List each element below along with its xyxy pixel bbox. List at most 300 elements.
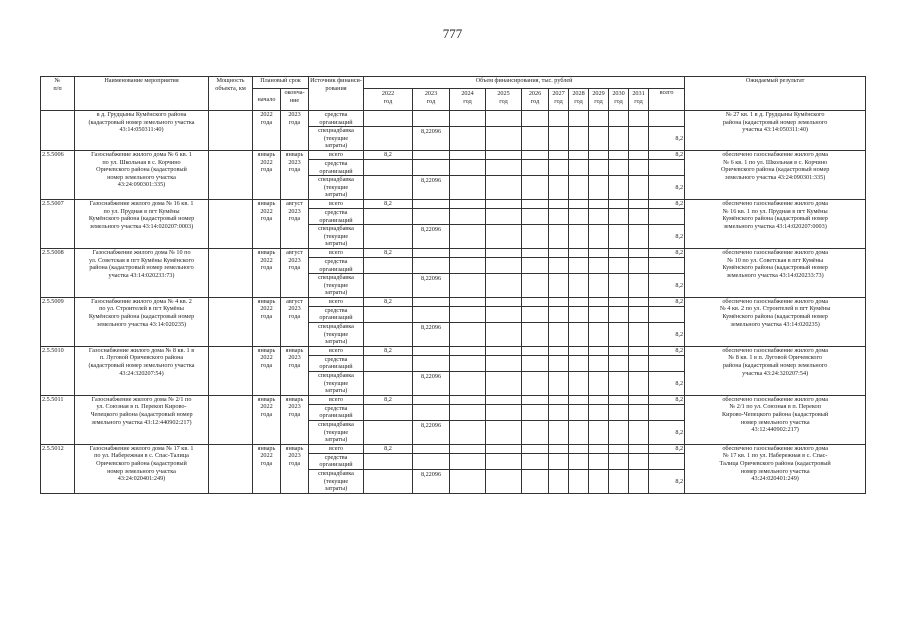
year-value xyxy=(549,208,569,224)
year-value xyxy=(549,248,569,257)
funding-source: всего xyxy=(309,297,364,306)
year-value xyxy=(522,306,549,322)
total-value: 8,2 xyxy=(649,372,685,396)
year-value xyxy=(364,127,413,151)
header-result: Ожидаемый результат xyxy=(685,77,866,111)
year-value xyxy=(609,404,629,420)
end-date: январь 2023 года xyxy=(281,150,309,199)
year-value xyxy=(609,274,629,298)
header-start: начало xyxy=(253,89,281,111)
year-value xyxy=(450,111,486,127)
year-value xyxy=(569,111,589,127)
row-number xyxy=(41,111,75,151)
year-value xyxy=(589,421,609,445)
year-value xyxy=(549,297,569,306)
year-value xyxy=(629,372,649,396)
year-value xyxy=(629,199,649,208)
year-value xyxy=(609,150,629,159)
year-value xyxy=(364,323,413,347)
year-value xyxy=(450,176,486,200)
total-value: 8,2 xyxy=(649,395,685,404)
year-value xyxy=(589,199,609,208)
year-value xyxy=(549,346,569,355)
financing-table xyxy=(40,76,866,494)
year-value xyxy=(486,421,522,445)
header-year: 2023 год xyxy=(413,89,450,111)
year-value: 8,22096 xyxy=(413,372,450,396)
year-value xyxy=(629,404,649,420)
year-value xyxy=(589,176,609,200)
start-date: январь 2022 года xyxy=(253,199,281,248)
year-value xyxy=(486,257,522,273)
year-value xyxy=(486,297,522,306)
event-name: Газоснабжение жилого дома № 17 кв. 1 по ул. Набережная в с. Спас-Талица Оричевского района (кадастровый номер земельного участка 43:24:020401:249) xyxy=(75,444,209,493)
year-value xyxy=(629,159,649,175)
year-value xyxy=(450,208,486,224)
year-value xyxy=(549,323,569,347)
year-value xyxy=(569,248,589,257)
year-value xyxy=(486,159,522,175)
year-value xyxy=(413,306,450,322)
year-value xyxy=(589,404,609,420)
total-value: 8,2 xyxy=(649,225,685,249)
year-value xyxy=(549,225,569,249)
expected-result: обеспечено газоснабжение жилого дома № 10 по ул. Советская в пгт Кумёны Кумёнского района (кадастровый номер земельного участка 43:14:020233:73) xyxy=(685,248,866,297)
year-value: 8,22096 xyxy=(413,274,450,298)
year-value xyxy=(522,355,549,371)
year-value: 8,2 xyxy=(364,444,413,453)
year-value xyxy=(569,159,589,175)
year-value xyxy=(364,257,413,273)
year-value xyxy=(609,208,629,224)
funding-source: средства организаций xyxy=(309,159,364,175)
row-number: 2.5.5007 xyxy=(41,199,75,248)
total-value: 8,2 xyxy=(649,274,685,298)
year-value xyxy=(549,306,569,322)
total-value: 8,2 xyxy=(649,469,685,493)
year-value xyxy=(450,395,486,404)
year-value xyxy=(364,453,413,469)
year-value xyxy=(364,404,413,420)
year-value xyxy=(450,421,486,445)
event-name: в д. Грудцыны Кумёнского района (кадастровый номер земельного участка 43:14:050311:40) xyxy=(75,111,209,151)
year-value xyxy=(629,176,649,200)
funding-source: спецнадбавка (текущие затраты) xyxy=(309,127,364,151)
year-value xyxy=(569,208,589,224)
year-value xyxy=(629,453,649,469)
year-value xyxy=(589,323,609,347)
funding-source: спецнадбавка (текущие затраты) xyxy=(309,225,364,249)
table-row xyxy=(41,111,866,127)
total-value: 8,2 xyxy=(649,444,685,453)
year-value xyxy=(569,127,589,151)
event-name: Газоснабжение жилого дома № 10 по ул. Советская в пгт Кумёны Кумёнского района (кадастровый номер земельного участка 43:14:020233:73) xyxy=(75,248,209,297)
table-body xyxy=(41,111,866,494)
funding-source: всего xyxy=(309,346,364,355)
year-value xyxy=(450,159,486,175)
funding-source: средства организаций xyxy=(309,355,364,371)
year-value xyxy=(522,469,549,493)
year-value xyxy=(486,372,522,396)
year-value xyxy=(450,355,486,371)
capacity-cell xyxy=(209,150,253,199)
total-value: 8,2 xyxy=(649,297,685,306)
year-value xyxy=(629,346,649,355)
total-value: 8,2 xyxy=(649,323,685,347)
funding-source: всего xyxy=(309,150,364,159)
total-value: 8,2 xyxy=(649,176,685,200)
year-value xyxy=(450,257,486,273)
end-date: январь 2023 года xyxy=(281,395,309,444)
year-value xyxy=(450,323,486,347)
year-value xyxy=(589,111,609,127)
event-name: Газоснабжение жилого дома № 4 кв. 2 по ул. Строителей в пгт Кумёны Кумёнского района (кадастровый номер земельного участка 43:14:020235) xyxy=(75,297,209,346)
year-value xyxy=(589,248,609,257)
funding-source: средства организаций xyxy=(309,257,364,273)
year-value xyxy=(609,225,629,249)
year-value xyxy=(629,421,649,445)
year-value xyxy=(522,257,549,273)
funding-source: всего xyxy=(309,248,364,257)
total-value xyxy=(649,159,685,175)
year-value xyxy=(549,421,569,445)
year-value xyxy=(609,199,629,208)
year-value xyxy=(486,453,522,469)
year-value xyxy=(629,444,649,453)
capacity-cell xyxy=(209,444,253,493)
year-value xyxy=(486,111,522,127)
year-value xyxy=(450,372,486,396)
year-value xyxy=(413,208,450,224)
year-value xyxy=(413,395,450,404)
year-value xyxy=(522,111,549,127)
funding-source: средства организаций xyxy=(309,306,364,322)
year-value xyxy=(589,453,609,469)
year-value: 8,22096 xyxy=(413,323,450,347)
year-value xyxy=(569,297,589,306)
table-row xyxy=(41,199,866,208)
year-value xyxy=(549,469,569,493)
year-value xyxy=(413,257,450,273)
year-value xyxy=(629,274,649,298)
year-value xyxy=(609,306,629,322)
year-value xyxy=(486,404,522,420)
end-date: 2023 года xyxy=(281,111,309,151)
year-value xyxy=(364,111,413,127)
year-value xyxy=(589,257,609,273)
header-year: 2025 год xyxy=(486,89,522,111)
year-value xyxy=(629,355,649,371)
year-value xyxy=(609,469,629,493)
year-value xyxy=(629,297,649,306)
year-value xyxy=(609,372,629,396)
funding-source: спецнадбавка (текущие затраты) xyxy=(309,323,364,347)
total-value: 8,2 xyxy=(649,199,685,208)
year-value xyxy=(364,274,413,298)
year-value xyxy=(364,355,413,371)
total-value: 8,2 xyxy=(649,248,685,257)
start-date: 2022 года xyxy=(253,111,281,151)
year-value xyxy=(589,355,609,371)
year-value: 8,2 xyxy=(364,199,413,208)
year-value: 8,22096 xyxy=(413,176,450,200)
funding-source: спецнадбавка (текущие затраты) xyxy=(309,421,364,445)
year-value xyxy=(569,306,589,322)
year-value xyxy=(450,225,486,249)
header-year: 2029 год xyxy=(589,89,609,111)
funding-source: всего xyxy=(309,199,364,208)
year-value xyxy=(569,372,589,396)
year-value xyxy=(413,346,450,355)
year-value xyxy=(522,248,549,257)
year-value xyxy=(413,150,450,159)
year-value xyxy=(549,453,569,469)
total-value xyxy=(649,208,685,224)
header-year: 2030 год xyxy=(609,89,629,111)
capacity-cell xyxy=(209,248,253,297)
year-value xyxy=(486,395,522,404)
year-value xyxy=(413,444,450,453)
header-end: оконча- ние xyxy=(281,89,309,111)
year-value xyxy=(589,274,609,298)
start-date: январь 2022 года xyxy=(253,150,281,199)
year-value xyxy=(450,453,486,469)
year-value xyxy=(549,444,569,453)
table-row xyxy=(41,248,866,257)
year-value xyxy=(549,176,569,200)
table-row xyxy=(41,395,866,404)
year-value xyxy=(569,444,589,453)
capacity-cell xyxy=(209,111,253,151)
year-value xyxy=(413,248,450,257)
year-value xyxy=(486,208,522,224)
year-value xyxy=(450,274,486,298)
year-value xyxy=(589,306,609,322)
end-date: август 2023 года xyxy=(281,199,309,248)
total-value xyxy=(649,257,685,273)
total-value xyxy=(649,453,685,469)
year-value xyxy=(609,355,629,371)
year-value xyxy=(486,323,522,347)
year-value xyxy=(450,444,486,453)
year-value xyxy=(569,176,589,200)
year-value xyxy=(522,274,549,298)
year-value xyxy=(486,150,522,159)
year-value xyxy=(629,127,649,151)
year-value xyxy=(364,421,413,445)
row-number: 2.5.5006 xyxy=(41,150,75,199)
year-value xyxy=(629,111,649,127)
table-row xyxy=(41,346,866,355)
header-capacity: Мощность объекта, км xyxy=(209,77,253,111)
year-value xyxy=(486,248,522,257)
row-number: 2.5.5010 xyxy=(41,346,75,395)
year-value xyxy=(450,297,486,306)
expected-result: обеспечено газоснабжение жилого дома № 2/1 по ул. Союзная в п. Перекоп Кирово-Чепецкого района (кадастровый номер земельного участка 43:12:440902:217) xyxy=(685,395,866,444)
year-value xyxy=(450,150,486,159)
year-value xyxy=(629,208,649,224)
row-number: 2.5.5011 xyxy=(41,395,75,444)
year-value xyxy=(549,127,569,151)
year-value xyxy=(522,421,549,445)
funding-source: средства организаций xyxy=(309,404,364,420)
capacity-cell xyxy=(209,199,253,248)
year-value xyxy=(569,150,589,159)
year-value xyxy=(569,199,589,208)
year-value xyxy=(569,274,589,298)
year-value xyxy=(522,159,549,175)
year-value xyxy=(569,453,589,469)
year-value: 8,2 xyxy=(364,346,413,355)
event-name: Газоснабжение жилого дома № 2/1 по ул. Союзная в п. Перекоп Кирово- Чепецкого района (кадастровый номер земельного участка 43:12:440902:217) xyxy=(75,395,209,444)
year-value xyxy=(364,372,413,396)
year-value xyxy=(569,421,589,445)
start-date: январь 2022 года xyxy=(253,395,281,444)
event-name: Газоснабжение жилого дома № 16 кв. 1 по ул. Прудная в пгт Кумёны Кумёнского района (кадастровый номер земельного участка 43:14:020207:0003) xyxy=(75,199,209,248)
end-date: январь 2023 года xyxy=(281,346,309,395)
year-value: 8,22096 xyxy=(413,469,450,493)
year-value xyxy=(486,199,522,208)
year-value xyxy=(450,127,486,151)
capacity-cell xyxy=(209,346,253,395)
funding-source: всего xyxy=(309,444,364,453)
year-value xyxy=(522,150,549,159)
expected-result: обеспечено газоснабжение жилого дома № 4 кв. 2 по ул. Строителей в пгт Кумёны Кумёнского района (кадастровый номер земельного участка 43:14:020235) xyxy=(685,297,866,346)
event-name: Газоснабжение жилого дома № 6 кв. 1 по ул. Школьная в с. Корчино Оричевского района (кадастровый номер земельного участка 43:24:090301:335) xyxy=(75,150,209,199)
year-value xyxy=(629,306,649,322)
start-date: январь 2022 года xyxy=(253,444,281,493)
year-value xyxy=(549,159,569,175)
year-value xyxy=(589,395,609,404)
year-value xyxy=(549,395,569,404)
year-value xyxy=(522,404,549,420)
header-year: 2022 год xyxy=(364,89,413,111)
year-value: 8,22096 xyxy=(413,225,450,249)
year-value xyxy=(364,159,413,175)
year-value xyxy=(549,355,569,371)
year-value: 8,2 xyxy=(364,248,413,257)
start-date: январь 2022 года xyxy=(253,248,281,297)
header-total: всего xyxy=(649,89,685,111)
year-value xyxy=(364,306,413,322)
year-value xyxy=(486,274,522,298)
year-value xyxy=(589,159,609,175)
year-value xyxy=(522,395,549,404)
year-value: 8,2 xyxy=(364,395,413,404)
year-value xyxy=(364,225,413,249)
year-value xyxy=(486,176,522,200)
table-row xyxy=(41,150,866,159)
year-value xyxy=(450,346,486,355)
year-value xyxy=(450,404,486,420)
header-name: Наименование мероприятия xyxy=(75,77,209,111)
total-value xyxy=(649,355,685,371)
total-value xyxy=(649,306,685,322)
capacity-cell xyxy=(209,297,253,346)
end-date: август 2023 года xyxy=(281,297,309,346)
year-value xyxy=(609,453,629,469)
funding-source: средства организаций xyxy=(309,208,364,224)
year-value xyxy=(450,248,486,257)
expected-result: обеспечено газоснабжение жилого дома № 17 кв. 1 по ул. Набережная в с. Спас- Талица Оричевского района (кадастровый номер земельного участка 43:24:020401:249) xyxy=(685,444,866,493)
year-value xyxy=(486,127,522,151)
year-value xyxy=(522,297,549,306)
year-value xyxy=(609,111,629,127)
year-value xyxy=(549,257,569,273)
year-value xyxy=(522,208,549,224)
year-value xyxy=(522,453,549,469)
table-row xyxy=(41,297,866,306)
year-value xyxy=(569,469,589,493)
year-value: 8,2 xyxy=(364,297,413,306)
year-value xyxy=(413,453,450,469)
header-volume: Объем финансирования, тыс. рублей xyxy=(364,77,685,89)
year-value xyxy=(589,297,609,306)
year-value xyxy=(486,469,522,493)
year-value xyxy=(629,225,649,249)
year-value xyxy=(522,346,549,355)
year-value xyxy=(549,372,569,396)
year-value: 8,22096 xyxy=(413,127,450,151)
year-value xyxy=(589,469,609,493)
year-value xyxy=(609,421,629,445)
year-value xyxy=(522,372,549,396)
year-value xyxy=(589,150,609,159)
year-value xyxy=(413,404,450,420)
header-year: 2024 год xyxy=(450,89,486,111)
row-number: 2.5.5009 xyxy=(41,297,75,346)
year-value xyxy=(589,444,609,453)
expected-result: обеспечено газоснабжение жилого дома № 16 кв. 1 по ул. Прудная в пгт Кумёны Кумёнского района (кадастровый номер земельного участка 43:14:020207:0003) xyxy=(685,199,866,248)
row-number: 2.5.5008 xyxy=(41,248,75,297)
capacity-cell xyxy=(209,395,253,444)
year-value xyxy=(549,111,569,127)
header-year: 2028 год xyxy=(569,89,589,111)
year-value xyxy=(364,208,413,224)
year-value xyxy=(569,395,589,404)
year-value xyxy=(569,355,589,371)
year-value xyxy=(549,274,569,298)
header-year: 2027 год xyxy=(549,89,569,111)
total-value: 8,2 xyxy=(649,127,685,151)
event-name: Газоснабжение жилого дома № 8 кв. 1 в п. Луговой Оричевского района (кадастровый номер земельного участка 43:24:320207:54) xyxy=(75,346,209,395)
year-value xyxy=(364,176,413,200)
year-value xyxy=(629,323,649,347)
year-value xyxy=(569,323,589,347)
year-value xyxy=(549,150,569,159)
funding-source: спецнадбавка (текущие затраты) xyxy=(309,469,364,493)
year-value xyxy=(609,127,629,151)
year-value xyxy=(522,444,549,453)
year-value xyxy=(413,297,450,306)
year-value xyxy=(609,248,629,257)
year-value xyxy=(609,323,629,347)
year-value xyxy=(522,127,549,151)
year-value xyxy=(589,372,609,396)
expected-result: № 27 кв. 1 в д. Грудцыны Кумёнского района (кадастровый номер земельного участка 43:14:050311:40) xyxy=(685,111,866,151)
year-value xyxy=(609,346,629,355)
end-date: август 2023 года xyxy=(281,248,309,297)
year-value xyxy=(486,306,522,322)
year-value xyxy=(609,395,629,404)
year-value xyxy=(549,199,569,208)
year-value xyxy=(609,297,629,306)
year-value xyxy=(629,395,649,404)
funding-source: спецнадбавка (текущие затраты) xyxy=(309,372,364,396)
funding-source: всего xyxy=(309,395,364,404)
year-value xyxy=(413,355,450,371)
year-value xyxy=(364,469,413,493)
